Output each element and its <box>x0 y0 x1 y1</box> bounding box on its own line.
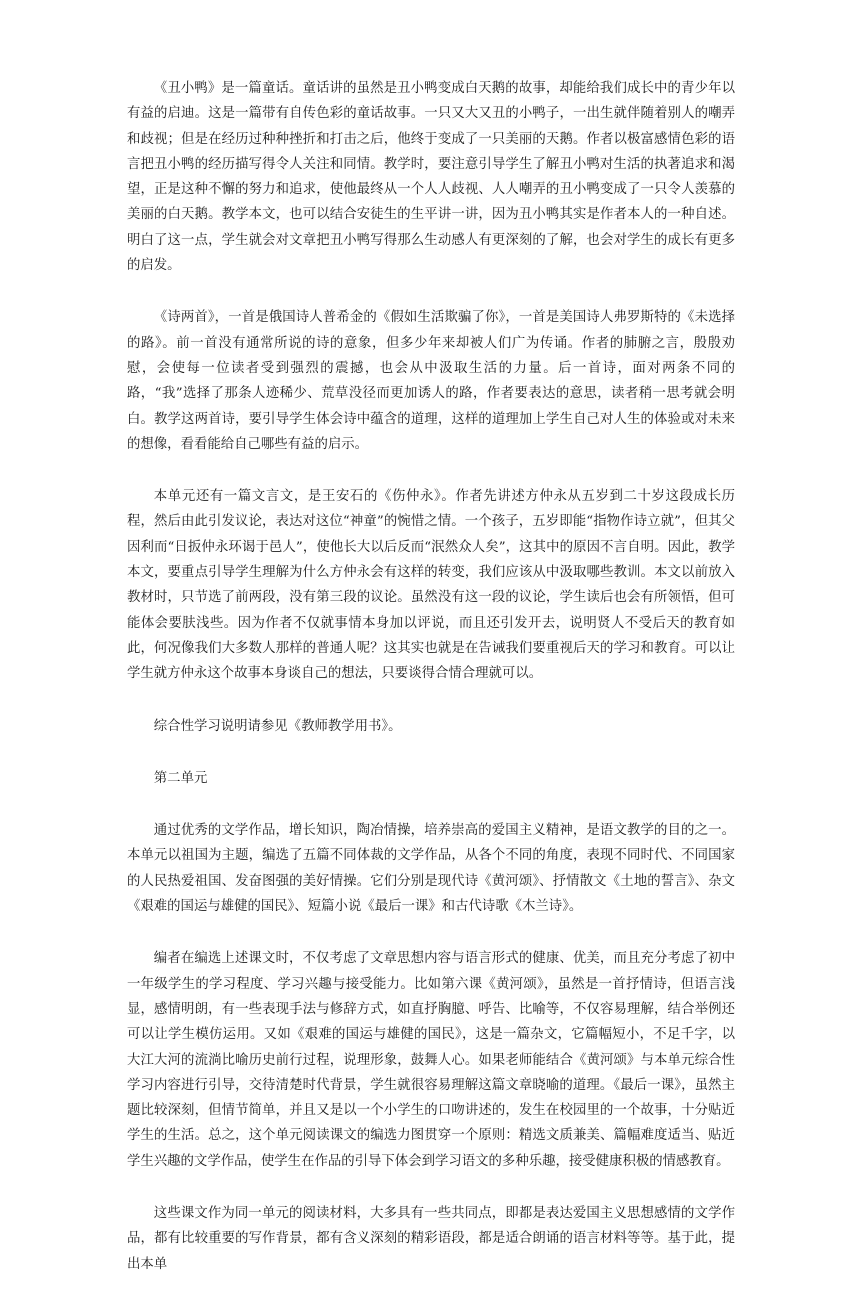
section-heading-unit-two: 第二单元 <box>153 770 208 786</box>
document-body <box>127 76 735 1304</box>
paragraph-unit-two-intro: 通过优秀的文学作品，增长知识，陶冶情操，培养崇高的爱国主义精神，是语文教学的目的之一。本单元以祖国为主题，编选了五篇不同体裁的文学作品，从各个不同的角度，表现不同时代、不同国家的人民热爱祖国、发奋图强的美好情操。它们分别是现代诗《黄河颂》、抒情散文《土地的誓言》、杂文《艰难的国运与雄健的国民》、短篇小说《最后一课》和古代诗歌《木兰诗》。 <box>127 823 735 915</box>
paragraph-text-selection: 编者在编选上述课文时，不仅考虑了文章思想内容与语言形式的健康、优美，而且充分考虑了初中一年级学生的学习程度、学习兴趣与接受能力。比如第六课《黄河颂》，虽然是一首抒情诗，但语言浅显，感情明朗，有一些表现手法与修辞方式，如直抒胸臆、呼告、比喻等，不仅容易理解，结合举例还可以让学生模仿运用。又如《艰难的国运与雄健的国民》，这是一篇杂文，它篇幅短小，不足千字，以大江大河的流淌比喻历史前行过程，说理形象，鼓舞人心。如果老师能结合《黄河颂》与本单元综合性学习内容进行引导，交待清楚时代背景，学生就很容易理解这篇文章晓喻的道理。《最后一课》，虽然主题比较深刻，但情节简单，并且又是以一个小学生的口吻讲述的，发生在校园里的一个故事，十分贴近学生的生活。总之，这个单元阅读课文的编选力图贯穿一个原则：精选文质兼美、篇幅难度适当、贴近学生兴趣的文学作品，使学生在作品的引导下体会到学习语文的多种乐趣，接受健康积极的情感教育。 <box>127 951 735 1169</box>
paragraph-comprehensive-study: 综合性学习说明请参见《教师教学用书》。 <box>153 718 402 734</box>
paragraph-shang-zhongyong: 本单元还有一篇文言文，是王安石的《伤仲永》。作者先讲述方仲永从五岁到二十岁这段成长历程，然后由此引发议论，表达对这位“神童”的惋惜之情。一个孩子，五岁即能“指物作诗立就”，但其父因利而“日扳仲永环谒于邑人”，使他长大以后反而“泯然众人矣”，这其中的原因不言自明。因此，教学本文，要重点引导学生理解为什么方仲永会有这样的转变，我们应该从中汲取哪些教训。本文以前放入教材时，只节选了前两段，没有第三段的议论。虽然没有这一段的议论，学生读后也会有所领悟，但可能体会要肤浅些。因为作者不仅就事情本身加以评说，而且还引发开去，说明贤人不受后天的教育如此，何况像我们大多数人那样的普通人呢？这其实也就是在告诫我们要重视后天的学习和教育。可以让学生就方仲永这个故事本身谈自己的想法，只要谈得合情合理就可以。 <box>127 489 735 682</box>
paragraph-ugly-duckling: 《丑小鸭》是一篇童话。童话讲的虽然是丑小鸭变成白天鹅的故事，却能给我们成长中的青少年以有益的启迪。这是一篇带有自传色彩的童话故事。一只又大又丑的小鸭子，一出生就伴随着别人的嘲弄和歧视；但是在经历过种种挫折和打击之后，他终于变成了一只美丽的天鹅。作者以极富感情色彩的语言把丑小鸭的经历描写得令人关注和同情。教学时，要注意引导学生了解丑小鸭对生活的执著追求和渴望，正是这种不懈的努力和追求，使他最终从一个人人歧视、人人嘲弄的丑小鸭变成了一只令人羡慕的美丽的白天鹅。教学本文，也可以结合安徒生的生平讲一讲，因为丑小鸭其实是作者本人的一种自述。明白了这一点，学生就会对文章把丑小鸭写得那么生动感人有更深刻的了解，也会对学生的成长有更多的启发。 <box>127 81 735 274</box>
paragraph-common-features: 这些课文作为同一单元的阅读材料，大多具有一些共同点，即都是表达爱国主义思想感情的文学作品，都有比较重要的写作背景，都有含义深刻的精彩语段，都是适合朗诵的语言材料等等。基于此，提出本单 <box>127 1205 735 1272</box>
paragraph-two-poems: 《诗两首》，一首是俄国诗人普希金的《假如生活欺骗了你》，一首是美国诗人弗罗斯特的《未选择的路》。前一首没有通常所说的诗的意象，但多少年来却被人们广为传诵。作者的肺腑之言，殷殷劝慰，会使每一位读者受到强烈的震撼，也会从中汲取生活的力量。后一首诗，面对两条不同的路，“我”选择了那条人迹稀少、荒草没径而更加诱人的路，作者要表达的意思，读者稍一思考就会明白。教学这两首诗，要引导学生体会诗中蕴含的道理，这样的道理加上学生自己对人生的体验或对未来的想像，看看能给自己哪些有益的启示。 <box>127 310 735 452</box>
